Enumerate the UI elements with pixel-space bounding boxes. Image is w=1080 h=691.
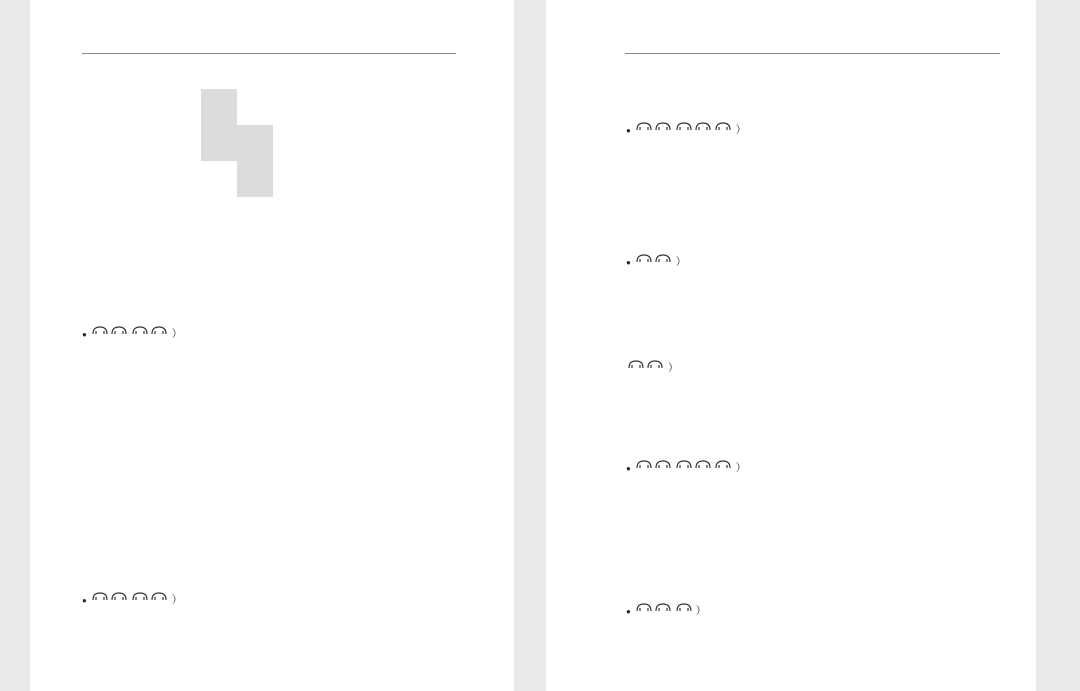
grid-cell <box>309 161 345 197</box>
grid-cell <box>309 125 345 161</box>
problem-2020-12-first-line: ） <box>626 359 678 378</box>
problem-2020-23-first-line: ● ） <box>626 459 746 478</box>
problem-2018-19-first-line: ● ） <box>82 325 182 344</box>
difficulty-icon <box>91 591 171 610</box>
answer-choices-q4 <box>626 519 722 531</box>
grid-cell <box>165 197 201 233</box>
problem-2015-11-first-line: ● ） <box>626 602 706 621</box>
grid-cell <box>165 125 201 161</box>
difficulty-icon <box>635 459 735 478</box>
difficulty-icon <box>627 359 667 378</box>
answer-choices-q3 <box>626 431 722 443</box>
grid-cell <box>309 197 345 233</box>
grid-cell <box>201 89 237 125</box>
grid-cell <box>165 161 201 197</box>
grid-cell <box>201 197 237 233</box>
difficulty-icon <box>635 121 735 140</box>
problem-2019-25-first-line: ● ） <box>626 121 746 140</box>
grid-cell <box>273 125 309 161</box>
problem-text-line <box>626 175 709 193</box>
problem-2020-10-first-line: ● ） <box>626 253 686 272</box>
header-rule <box>625 53 1000 54</box>
answer-choices-p1 <box>82 270 162 282</box>
difficulty-icon <box>635 253 675 272</box>
grid-cell <box>201 161 237 197</box>
difficulty-icon <box>91 325 171 344</box>
header-rule <box>82 53 456 54</box>
sign-pyramid <box>83 423 339 525</box>
answer-choices-q2 <box>626 329 722 341</box>
left-page <box>30 0 514 691</box>
grid-cell <box>237 161 273 197</box>
answer-choices-p3 <box>82 667 162 679</box>
grid-cell <box>237 233 273 269</box>
letter-grid <box>165 89 345 269</box>
grid-cell <box>273 197 309 233</box>
grid-cell <box>273 89 309 125</box>
grid-cell <box>237 197 273 233</box>
grid-cell <box>273 161 309 197</box>
answer-choices-p2 <box>82 536 162 548</box>
difficulty-icon <box>635 602 695 621</box>
grid-cell <box>201 233 237 269</box>
right-page <box>546 0 1036 691</box>
grid-cell <box>237 125 273 161</box>
grid-cell <box>273 233 309 269</box>
grid-cell <box>237 89 273 125</box>
grid-cell <box>201 125 237 161</box>
problem-2018-16-first-line: ● ） <box>82 591 182 610</box>
